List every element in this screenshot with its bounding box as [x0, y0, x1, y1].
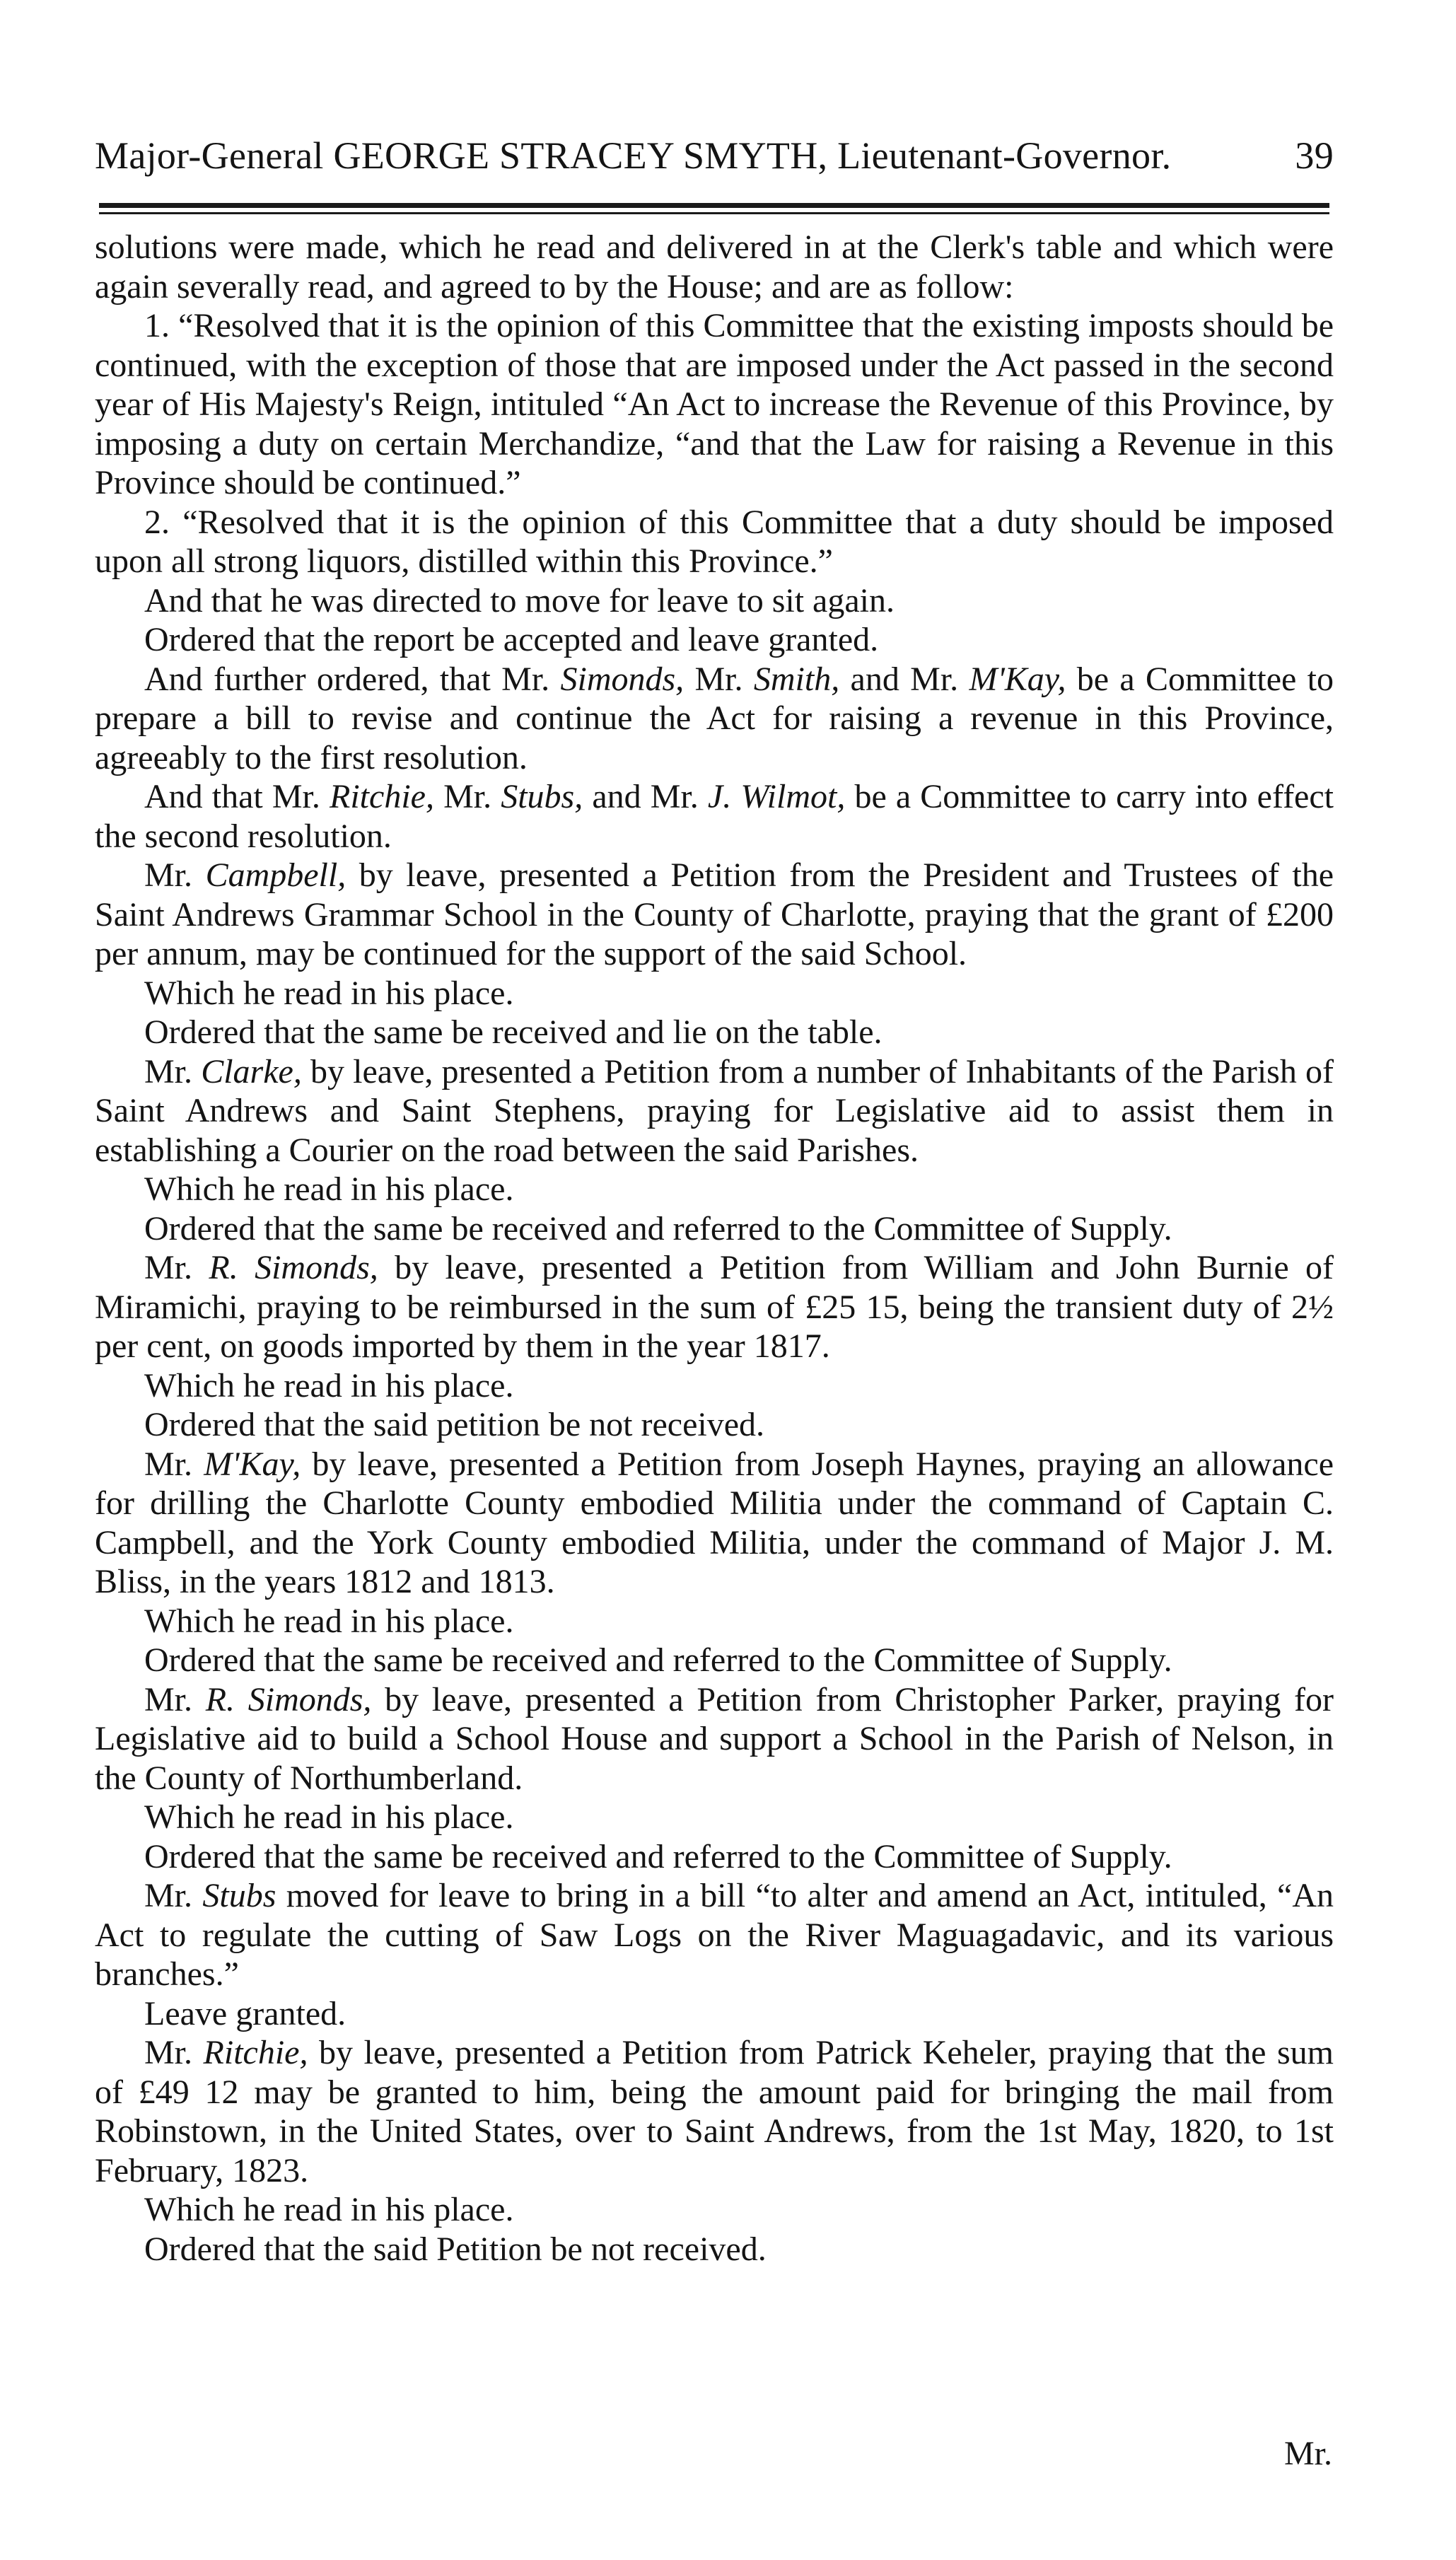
- text-run: Ordered that the same be received and referred to the Committee of Supply.: [144, 1837, 1172, 1875]
- text-run: Mr.: [144, 1052, 202, 1090]
- text-run: Which he read in his place.: [144, 1366, 514, 1404]
- running-title: Major-General GEORGE STRACEY SMYTH, Lieutenant-Governor.: [95, 134, 1172, 177]
- paragraph: [95, 1209, 1334, 1249]
- italic-name: M'Kay,: [969, 660, 1066, 698]
- text-run: and Mr.: [839, 660, 969, 698]
- text-run: by leave, presented a Petition from the President and Trustees of the Saint Andrews Grammar School in the County of Charlotte, praying that the grant of £200 per annum, may be continued for the support of the said School.: [95, 856, 1334, 972]
- text-run: Mr.: [144, 1877, 203, 1914]
- page-number: 39: [1295, 134, 1334, 177]
- paragraph: [95, 1994, 1334, 2034]
- text-run: Which he read in his place.: [144, 2191, 514, 2228]
- text-run: Mr.: [684, 660, 754, 698]
- paragraph: [95, 1876, 1334, 1994]
- text-run: Mr.: [144, 1445, 204, 1483]
- text-run: Which he read in his place.: [144, 1170, 514, 1208]
- text-run: and Mr.: [583, 778, 708, 815]
- header-rule-thin: [99, 212, 1329, 214]
- italic-name: Smith,: [753, 660, 840, 698]
- italic-name: R. Simonds,: [209, 1249, 378, 1286]
- italic-name: Stubs,: [501, 778, 583, 815]
- text-run: by leave, presented a Petition from Joseph Haynes, praying an allowance for drilling the Charlotte County embodied Militia under the command of Captain C. Campbell, and the York County embodied Militia, under the command of Major J. M. Bliss, in the years 1812 and 1813.: [95, 1445, 1334, 1600]
- paragraph: [95, 503, 1334, 581]
- paragraph: [95, 1405, 1334, 1445]
- italic-name: Campbell,: [205, 856, 346, 894]
- header-rule-thick: [99, 203, 1329, 208]
- paragraph: [95, 1602, 1334, 1641]
- text-run: solutions were made, which he read and delivered in at the Clerk's table and which were again severally read, and agreed to by the House; and are as follow:: [95, 228, 1334, 306]
- text-run: be a Committee to carry into effect the second resolution.: [95, 778, 1334, 855]
- paragraph: [95, 306, 1334, 503]
- text-run: by leave, presented a Petition from Patrick Keheler, praying that the sum of £49 12 may be granted to him, being the amount paid for bringing the mail from Robinstown, in the United States, over to Saint Andrews, from the 1st May, 1820, to 1st February, 1823.: [95, 2034, 1334, 2189]
- italic-name: Simonds,: [560, 660, 685, 698]
- paragraph: [95, 777, 1334, 856]
- paragraph: [95, 1052, 1334, 1170]
- text-run: 2. “Resolved that it is the opinion of this Committee that a duty should be imposed upon all strong liquors, distilled within this Province.”: [95, 503, 1334, 580]
- paragraph: [95, 1798, 1334, 1837]
- text-run: Mr.: [144, 2034, 204, 2071]
- text-run: Ordered that the same be received and lie on the table.: [144, 1013, 883, 1051]
- paragraph: [95, 620, 1334, 660]
- paragraph: [95, 660, 1334, 778]
- text-run: Mr.: [144, 1249, 209, 1286]
- paragraph: [95, 856, 1334, 974]
- catchword: Mr.: [1284, 2435, 1333, 2472]
- text-run: Mr.: [433, 778, 501, 815]
- paragraph: [95, 2230, 1334, 2269]
- text-run: Mr.: [144, 1680, 206, 1718]
- text-run: be a Committee to prepare a bill to revise and continue the Act for raising a revenue in this Province, agreeably to the first resolution.: [95, 660, 1334, 776]
- paragraph: [95, 1170, 1334, 1209]
- text-run: And that he was directed to move for leave to sit again.: [144, 581, 895, 619]
- paragraph: [95, 2033, 1334, 2190]
- paragraph: [95, 1837, 1334, 1877]
- text-run: Which he read in his place.: [144, 1602, 514, 1640]
- italic-name: Stubs: [202, 1877, 276, 1914]
- italic-name: R. Simonds,: [205, 1680, 372, 1718]
- paragraph: [95, 2190, 1334, 2230]
- text-run: And that Mr.: [144, 778, 330, 815]
- text-run: Ordered that the said Petition be not received.: [144, 2230, 767, 2268]
- paragraph: [95, 1366, 1334, 1406]
- text-run: Mr.: [144, 856, 206, 894]
- paragraph: [95, 581, 1334, 621]
- paragraph: [95, 1641, 1334, 1680]
- text-run: Ordered that the same be received and referred to the Committee of Supply.: [144, 1209, 1172, 1247]
- text-run: Ordered that the said petition be not received.: [144, 1406, 765, 1443]
- text-run: Ordered that the report be accepted and leave granted.: [144, 621, 879, 658]
- text-run: 1. “Resolved that it is the opinion of this Committee that the existing imposts should be continued, with the exception of those that are imposed under the Act passed in the second year of His Majesty's Reign, intituled “An Act to increase the Revenue of this Province, by imposing a duty on certain Merchandize, “and that the Law for raising a Revenue in this Province should be continued.”: [95, 307, 1334, 501]
- text-run: Ordered that the same be received and referred to the Committee of Supply.: [144, 1641, 1172, 1679]
- running-header: [95, 133, 1334, 178]
- paragraph: [95, 1445, 1334, 1602]
- text-run: Leave granted.: [144, 1994, 346, 2032]
- paragraph: [95, 1680, 1334, 1798]
- paragraph: [95, 1013, 1334, 1052]
- text-run: And further ordered, that Mr.: [144, 660, 561, 698]
- italic-name: J. Wilmot,: [707, 778, 846, 815]
- text-run: by leave, presented a Petition from William and John Burnie of Miramichi, praying to be reimbursed in the sum of £25 15, being the transient duty of 2½ per cent, on goods imported by them in the year 1817.: [95, 1249, 1334, 1365]
- paragraph: [95, 1248, 1334, 1366]
- text-run: by leave, presented a Petition from Christopher Parker, praying for Legislative aid to build a School House and support a School in the Parish of Nelson, in the County of Northumberland.: [95, 1680, 1334, 1797]
- italic-name: Ritchie,: [203, 2034, 308, 2071]
- italic-name: Ritchie,: [330, 778, 434, 815]
- paragraph: [95, 228, 1334, 306]
- text-run: Which he read in his place.: [144, 974, 514, 1012]
- italic-name: Clarke,: [201, 1052, 302, 1090]
- paragraph: [95, 974, 1334, 1013]
- text-run: by leave, presented a Petition from a number of Inhabitants of the Parish of Saint Andrews and Saint Stephens, praying for Legislative aid to assist them in establishing a Courier on the road between the said Parishes.: [95, 1052, 1334, 1169]
- italic-name: M'Kay,: [204, 1445, 301, 1483]
- text-run: Which he read in his place.: [144, 1798, 514, 1836]
- text-run: moved for leave to bring in a bill “to alter and amend an Act, intituled, “An Act to regulate the cutting of Saw Logs on the River Maguagadavic, and its various branches.”: [95, 1877, 1334, 1993]
- body-text: [95, 228, 1334, 2269]
